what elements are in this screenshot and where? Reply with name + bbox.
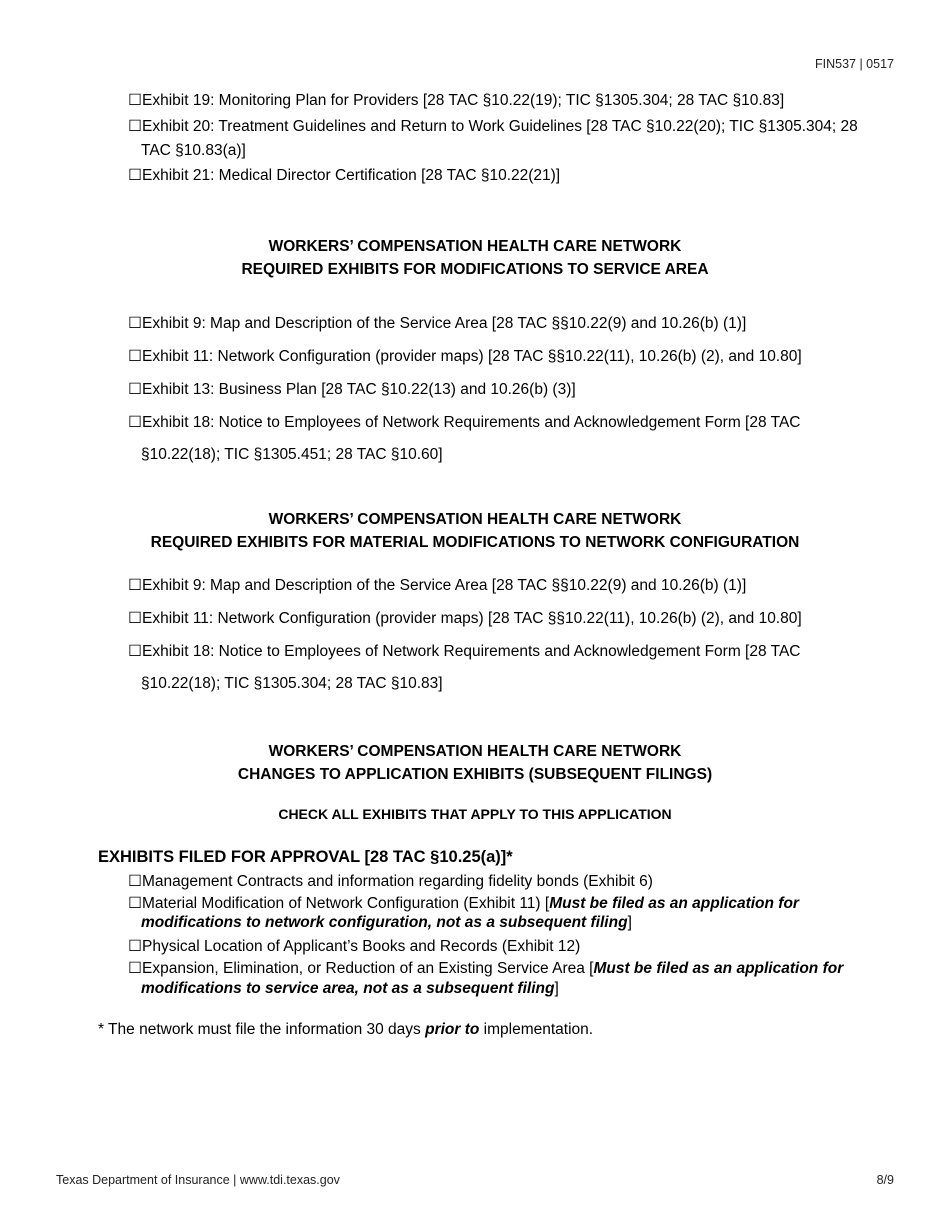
checkbox[interactable]: ☐ (128, 577, 142, 594)
checkbox[interactable]: ☐ (128, 873, 142, 890)
closing-bracket: ] (627, 914, 632, 931)
subsequent-exhibit-11-item[interactable] (128, 891, 799, 916)
checkbox[interactable]: ☐ (128, 938, 142, 955)
exhibit-label: Management Contracts and information regarding fidelity bonds (Exhibit 6) (142, 873, 653, 890)
exhibit-label: Exhibit 11: Network Configuration (provider maps) [28 TAC §§10.22(11), 10.26(b) (2), and 10.80] (142, 348, 802, 365)
exhibit-label-continuation (141, 980, 559, 998)
exhibit-label: Exhibit 19: Monitoring Plan for Providers [28 TAC §10.22(19); TIC §1305.304; 28 TAC §10.83] (142, 92, 785, 109)
check-all-instruction: CHECK ALL EXHIBITS THAT APPLY TO THIS APPLICATION (278, 806, 672, 822)
checkbox[interactable]: ☐ (128, 414, 142, 431)
exhibit-warning: modifications to service area, not as a subsequent filing (141, 980, 555, 997)
exhibit-label: Exhibit 18: Notice to Employees of Network Requirements and Acknowledgement Form [28 TAC (142, 414, 801, 431)
subsequent-service-area-item[interactable] (128, 956, 843, 981)
service-area-exhibit-18-item[interactable] (128, 410, 801, 435)
footer-agency: Texas Department of Insurance | www.tdi.texas.gov (56, 1173, 340, 1187)
network-config-exhibit-9-item[interactable] (128, 573, 746, 598)
exhibit-label: Exhibit 9: Map and Description of the Service Area [28 TAC §§10.22(9) and 10.26(b) (1)] (142, 315, 747, 332)
footnote-emphasis: prior to (425, 1021, 480, 1038)
exhibit-label: Exhibit 20: Treatment Guidelines and Return to Work Guidelines [28 TAC §10.22(20); TIC §1305.304; 28 (142, 118, 858, 135)
heading-line: WORKERS’ COMPENSATION HEALTH CARE NETWORK (268, 743, 682, 760)
exhibits-filed-heading: EXHIBITS FILED FOR APPROVAL [28 TAC §10.25(a)]* (98, 848, 513, 866)
exhibit-label: Expansion, Elimination, or Reduction of an Existing Service Area [ (142, 960, 594, 977)
exhibit-label-continuation: TAC §10.83(a)] (141, 142, 246, 159)
heading-line: REQUIRED EXHIBITS FOR MODIFICATIONS TO SERVICE AREA (241, 261, 709, 278)
service-area-exhibit-11-item[interactable] (128, 344, 802, 369)
footnote (98, 1021, 593, 1039)
heading-line: REQUIRED EXHIBITS FOR MATERIAL MODIFICATIONS TO NETWORK CONFIGURATION (150, 534, 800, 551)
exhibit-label: Exhibit 21: Medical Director Certification [28 TAC §10.22(21)] (142, 167, 561, 184)
exhibit-label-continuation: §10.22(18); TIC §1305.451; 28 TAC §10.60] (141, 446, 443, 463)
checkbox[interactable]: ☐ (128, 960, 142, 977)
service-area-exhibit-13-item[interactable] (128, 377, 576, 402)
footnote-text: * The network must file the information 30 days (98, 1021, 426, 1038)
heading-line: WORKERS’ COMPENSATION HEALTH CARE NETWORK (268, 238, 682, 255)
section-heading-network-config (0, 508, 950, 554)
closing-bracket: ] (554, 980, 559, 997)
exhibit-19-checkbox-item[interactable] (128, 88, 784, 113)
network-config-exhibit-11-item[interactable] (128, 606, 802, 631)
exhibit-label: Material Modification of Network Configuration (Exhibit 11) [ (142, 895, 550, 912)
section-heading-service-area (0, 235, 950, 281)
exhibit-label: Exhibit 11: Network Configuration (provider maps) [28 TAC §§10.22(11), 10.26(b) (2), and 10.80] (142, 610, 802, 627)
exhibit-warning: Must be filed as an application for (593, 960, 844, 977)
exhibit-21-checkbox-item[interactable] (128, 163, 560, 188)
section-heading-subsequent-filings (0, 740, 950, 786)
checkbox[interactable]: ☐ (128, 167, 142, 184)
exhibit-label: Physical Location of Applicant’s Books and Records (Exhibit 12) (142, 938, 581, 955)
exhibit-label-continuation (141, 914, 632, 932)
exhibit-label-continuation: §10.22(18); TIC §1305.304; 28 TAC §10.83] (141, 675, 443, 692)
exhibit-warning: Must be filed as an application for (549, 895, 799, 912)
footnote-text: implementation. (479, 1021, 594, 1038)
checkbox[interactable]: ☐ (128, 643, 142, 660)
exhibit-20-checkbox-item[interactable] (128, 114, 858, 139)
service-area-exhibit-9-item[interactable] (128, 311, 746, 336)
checkbox[interactable]: ☐ (128, 315, 142, 332)
checkbox[interactable]: ☐ (128, 381, 142, 398)
exhibit-warning: modifications to network configuration, not as a subsequent filing (141, 914, 628, 931)
checkbox[interactable]: ☐ (128, 348, 142, 365)
checkbox[interactable]: ☐ (128, 92, 142, 109)
exhibit-label: Exhibit 13: Business Plan [28 TAC §10.22(13) and 10.26(b) (3)] (142, 381, 576, 398)
page-number: 8/9 (876, 1173, 894, 1187)
checkbox[interactable]: ☐ (128, 118, 142, 135)
form-code: FIN537 | 0517 (815, 57, 894, 71)
heading-line: WORKERS’ COMPENSATION HEALTH CARE NETWORK (268, 511, 682, 528)
checkbox[interactable]: ☐ (128, 895, 142, 912)
heading-line: CHANGES TO APPLICATION EXHIBITS (SUBSEQUENT FILINGS) (237, 766, 713, 783)
checkbox[interactable]: ☐ (128, 610, 142, 627)
exhibit-label: Exhibit 18: Notice to Employees of Network Requirements and Acknowledgement Form [28 TAC (142, 643, 801, 660)
network-config-exhibit-18-item[interactable] (128, 639, 801, 664)
exhibit-label: Exhibit 9: Map and Description of the Service Area [28 TAC §§10.22(9) and 10.26(b) (1)] (142, 577, 747, 594)
